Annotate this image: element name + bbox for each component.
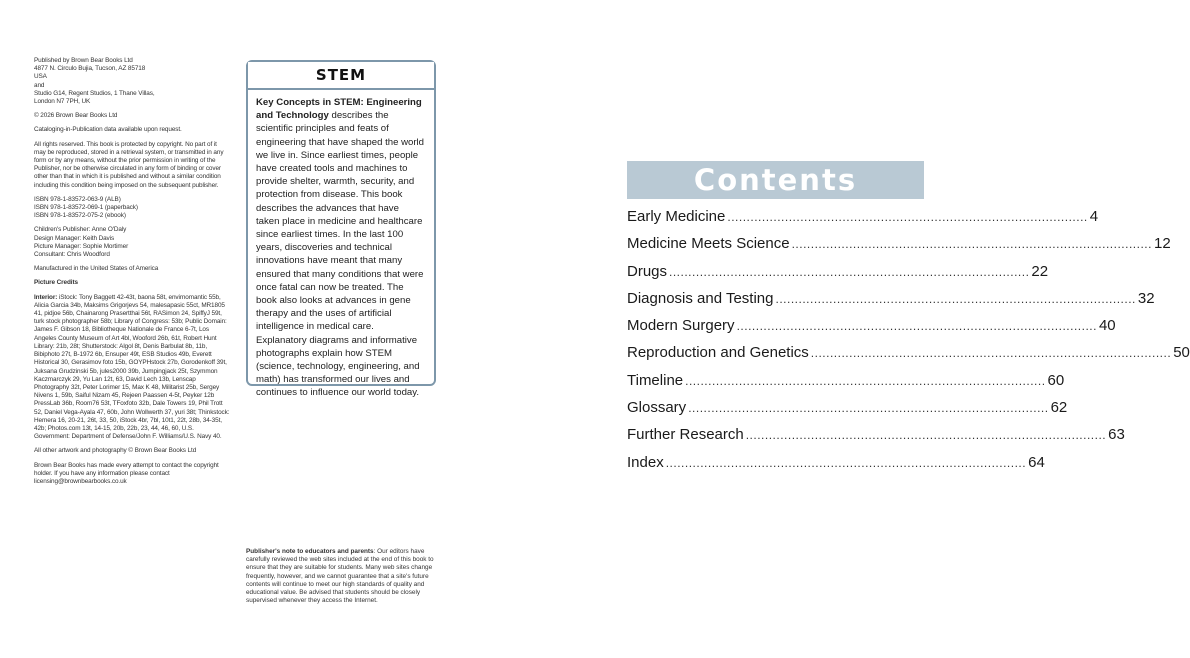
manufactured-notice: Manufactured in the United States of America xyxy=(34,265,159,273)
toc-entry-page: 64 xyxy=(1028,453,1045,471)
artwork-notice: All other artwork and photography © Brown Bear Books Ltd xyxy=(34,447,197,455)
copyright-notice: © 2026 Brown Bear Books Ltd xyxy=(34,112,118,120)
toc-entry-title: Modern Surgery xyxy=(627,317,735,335)
toc-leader: .............................................................................................. xyxy=(669,264,1030,279)
cip-notice: Cataloging-in-Publication data available upon request. xyxy=(34,126,182,134)
address-line: London N7 7PH, UK xyxy=(34,98,91,106)
isbn-line: ISBN 978-1-83572-063-9 (ALB) xyxy=(34,195,121,203)
toc-entry[interactable] xyxy=(627,344,1190,371)
contents-title: Contents xyxy=(693,163,858,197)
toc-entry-title: Early Medicine xyxy=(627,208,726,225)
rights-notice: All rights reserved. This book is protected by copyright. No part of it may be reproduced, stored in a retrieval system, or transmitted in any form or by any means, without the prior permission in writing of the Publisher, nor be otherwise circulated in any form of binding or cover other than that in which it is published and without a similar condition including this condition being imposed on the subsequent publisher. xyxy=(34,140,224,189)
toc-leader: .............................................................................................. xyxy=(810,346,1172,361)
toc-entry-page: 4 xyxy=(1089,208,1099,225)
staff-line: Children's Publisher: Anne O'Daly xyxy=(34,226,127,234)
stem-box-body xyxy=(248,90,434,400)
stem-info-box xyxy=(246,60,436,399)
toc-leader: .............................................................................................. xyxy=(727,210,1088,224)
toc-entry[interactable] xyxy=(627,289,1155,317)
toc-entry-title: Diagnosis and Testing xyxy=(627,289,774,307)
toc-leader: .............................................................................................. xyxy=(665,455,1027,470)
stem-box-lead: Key Concepts in STEM: Engineering and Technology xyxy=(256,97,422,122)
staff-line: Consultant: Chris Woodford xyxy=(34,251,110,259)
toc-entry-title: Medicine Meets Science xyxy=(627,235,790,253)
isbn-line: ISBN 978-1-83572-075-2 (ebook) xyxy=(34,212,126,220)
toc-leader: .............................................................................................. xyxy=(685,373,1046,388)
staff-line: Picture Manager: Sophie Mortimer xyxy=(34,242,129,250)
staff-line: Design Manager: Keith Davis xyxy=(34,234,115,242)
isbn-line: ISBN 978-1-83572-069-1 (paperback) xyxy=(34,204,138,212)
publisher-note xyxy=(246,548,442,605)
toc-entry-page: 62 xyxy=(1050,399,1068,417)
toc-entry-page: 12 xyxy=(1153,235,1171,253)
toc-entry-title: Index xyxy=(627,453,664,471)
toc-entry[interactable] xyxy=(627,426,1125,453)
address-line: and xyxy=(34,81,45,89)
publisher-note-lead: Publisher's note to educators and parents xyxy=(246,548,374,555)
isbn-block xyxy=(34,196,230,221)
stem-box-text: describes the scientific principles and feats of engineering that have shaped the world we live in. Since earliest times, people have created tools and machines to provide shelter, warmth, security, and protection from disease. This book describes the advances that have taken place in medicine and healthcare since earliest times. In the last 100 years, discoveries and technical innovations have meant that many ensured that many conditions that were once fatal can now be treated. The book also looks at advances in gene therapy and the uses of artificial intelligence in medical care. Explanatory diagrams and informative photographs explain how STEM (science, technology, engineering, and math) has transformed our lives and continues to influence our world today. xyxy=(256,110,425,399)
staff-block xyxy=(34,226,230,259)
interior-label: Interior: xyxy=(34,293,58,301)
toc-leader: .............................................................................................. xyxy=(791,237,1152,252)
right-page xyxy=(512,0,1190,658)
toc-entry[interactable] xyxy=(627,235,1171,262)
toc-entry-title: Further Research xyxy=(627,426,744,444)
toc-entry-page: 50 xyxy=(1173,344,1190,362)
toc-entry-page: 60 xyxy=(1047,371,1065,389)
toc-entry-page: 22 xyxy=(1031,262,1049,280)
interior-credits xyxy=(34,294,230,442)
toc-entry[interactable] xyxy=(627,371,1065,399)
toc-entry-title: Reproduction and Genetics xyxy=(627,344,809,362)
imprint-column xyxy=(34,57,230,492)
toc-leader: .............................................................................................. xyxy=(745,428,1107,443)
toc-entry-page: 32 xyxy=(1137,289,1155,307)
toc-entry-title: Drugs xyxy=(627,262,668,280)
left-page xyxy=(0,0,512,658)
picture-credits-heading: Picture Credits xyxy=(34,279,78,287)
toc-leader: .............................................................................................. xyxy=(736,319,1097,334)
address-line: 4877 N. Circulo Bujia, Tucson, AZ 85718 xyxy=(34,65,146,73)
toc-entry[interactable] xyxy=(627,399,1068,426)
toc-entry-title: Timeline xyxy=(627,371,684,389)
address-line: USA xyxy=(34,73,47,81)
toc-leader: .............................................................................................. xyxy=(775,291,1136,306)
toc-entry[interactable] xyxy=(627,453,1045,481)
toc-entry-title: Glossary xyxy=(627,399,687,417)
toc-leader: .............................................................................................. xyxy=(688,401,1049,416)
stem-box-title: STEM xyxy=(248,62,434,90)
address-line: Studio G14, Regent Studios, 1 Thane Villas, xyxy=(34,89,155,97)
toc-entry-page: 63 xyxy=(1108,426,1125,444)
publisher-address xyxy=(34,57,230,106)
table-of-contents xyxy=(627,208,1190,481)
interior-credits-text: iStock: Tony Baggett 42-43t, baona 58t, envirnomantic 55b, Alicia Garcia 34b, Maksims Grigorjevs 54, malesapasic 55ct, MR1805 41, pidjoe 56b, Chainarong Prasertthai 56t, RASimon 24, SpiffyJ 59t, turk stock photographer 58b; Library of Congress: 53b; Public Domain: James F. Gibson 18, Bibliotheque Nationale de France 6-7t, Los Angeles County Museum of Art 4bl, Wooford 26b, 61t, Robert Hunt Library: 21b, 28t; Shutterstock: Algol 8t, Denis Barbulat 8b, 11b, Bibiphoto 27t, B-1972 6b, Ensuper 49t, ESB Studios 49b, Everett Historical 30, Gerasimov foto 15b, GOYPHstock 27b, Gorodenkoff 39t, Juksana Grudzinski 5b, jules2000 39b, Jumpingjack 25t, Szymmon Kaczmarczyk 29, Yu Lan 12t, 63, David Lech 13b, Lenscap Photography 32t, Peter Lorimer 15, Max K 48, Militarist 25b, Sergey Nivens 1, 59b, Saiful Nizam 45, Rejeen Paassen 4-5t, Peyker 12b PressLab 36b, Room76 53t, TFoxfoto 32b, Dale Towers 19, Phil Trott 52, Daniel Vega-Ayala 47, 60b, John Wollwerth 37, yuri 38t; Thinkstock: Hemera 16, 20-21, 26t, 33, 50, iStock 4br, 7bl, 10t1, 22t, 28b, 34-35t, 42b; Photos.com 13t, 14-15, 20b, 22b, 23, 44, 46, 60, U.S. Government: Department of Defense/John F. Williams/U.S. Navy 40. xyxy=(34,293,230,441)
address-line: Published by Brown Bear Books Ltd xyxy=(34,57,133,64)
contents-banner xyxy=(627,161,924,199)
contact-notice: Brown Bear Books has made every attempt to contact the copyright holder. If you have any information please contact licensing@brownbearbooks.co.uk xyxy=(34,461,219,485)
toc-entry[interactable] xyxy=(627,317,1116,344)
toc-entry[interactable] xyxy=(627,208,1099,235)
toc-entry-page: 40 xyxy=(1098,317,1116,335)
publisher-note-text: : Our editors have carefully reviewed the web sites included at the end of this book to ensure that they are suitable for students. Many web sites change frequently, however, and we cannot guarantee that a site's future contents will continue to meet our high standards of quality and educational value. Be advised that students should be closely supervised whenever they access the Internet. xyxy=(246,548,434,605)
toc-entry[interactable] xyxy=(627,262,1049,290)
